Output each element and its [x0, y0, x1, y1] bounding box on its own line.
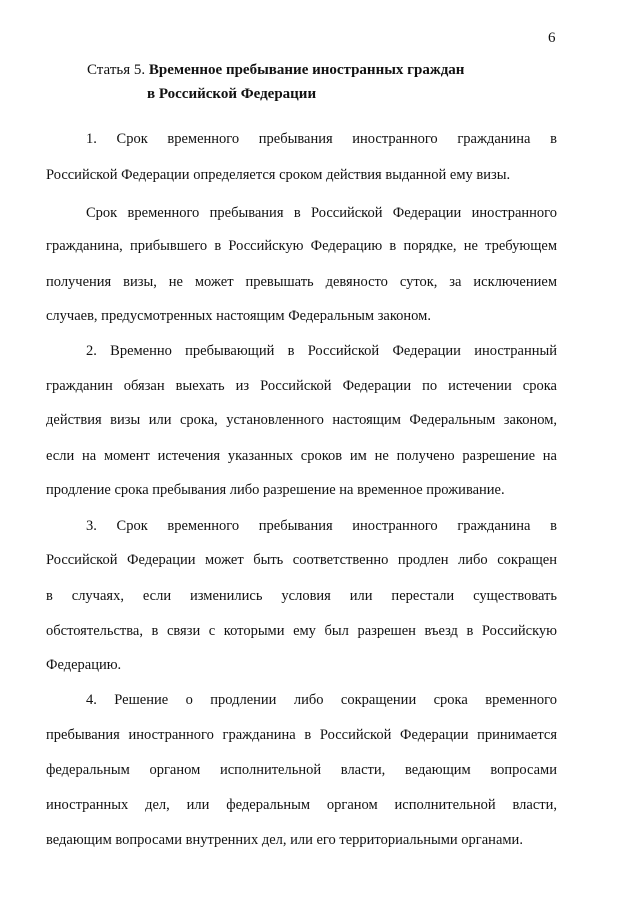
- text-line: пребывания иностранного гражданина в Российской Федерации принимается: [46, 727, 557, 743]
- text-line: обстоятельства, в связи с которыми ему был разрешен въезд в Российскую: [46, 623, 557, 639]
- text-line: 2. Временно пребывающий в Российской Федерации иностранный: [86, 343, 557, 359]
- text-line: случаев, предусмотренных настоящим Федеральным законом.: [46, 308, 431, 324]
- page-number: 6: [548, 30, 556, 46]
- article-title-line2: в Российской Федерации: [147, 86, 317, 102]
- text-line: продление срока пребывания либо разрешение на временное проживание.: [46, 482, 505, 498]
- text-line: действия визы или срока, установленного настоящим Федеральным законом,: [46, 412, 557, 428]
- text-line: Российской Федерации определяется сроком действия выданной ему визы.: [46, 167, 511, 183]
- text-line: ведающим вопросами внутренних дел, или его территориальными органами.: [46, 832, 523, 848]
- text-line: Российской Федерации может быть соответственно продлен либо сокращен: [46, 552, 557, 568]
- text-line: в случаях, если изменились условия или перестали существовать: [46, 588, 557, 604]
- text-line: Срок временного пребывания в Российской Федерации иностранного: [86, 205, 557, 221]
- article-heading: [87, 58, 464, 106]
- text-line: 4. Решение о продлении либо сокращении срока временного: [86, 692, 557, 708]
- text-line: гражданина, прибывшего в Российскую Федерацию в порядке, не требующем: [46, 238, 557, 254]
- text-line: иностранных дел, или федеральным органом исполнительной власти,: [46, 797, 557, 813]
- article-title-line1: Временное пребывание иностранных граждан: [148, 62, 465, 78]
- text-line: 1. Срок временного пребывания иностранного гражданина в: [86, 131, 557, 147]
- text-line: федеральным органом исполнительной власти, ведающим вопросами: [46, 762, 557, 778]
- text-line: 3. Срок временного пребывания иностранного гражданина в: [86, 518, 557, 534]
- article-number: Статья 5.: [87, 62, 146, 78]
- text-line: гражданин обязан выехать из Российской Федерации по истечении срока: [46, 378, 557, 394]
- text-line: если на момент истечения указанных сроков им не получено разрешение на: [46, 448, 557, 464]
- text-line: Федерацию.: [46, 657, 122, 673]
- text-line: получения визы, не может превышать девяносто суток, за исключением: [46, 274, 557, 290]
